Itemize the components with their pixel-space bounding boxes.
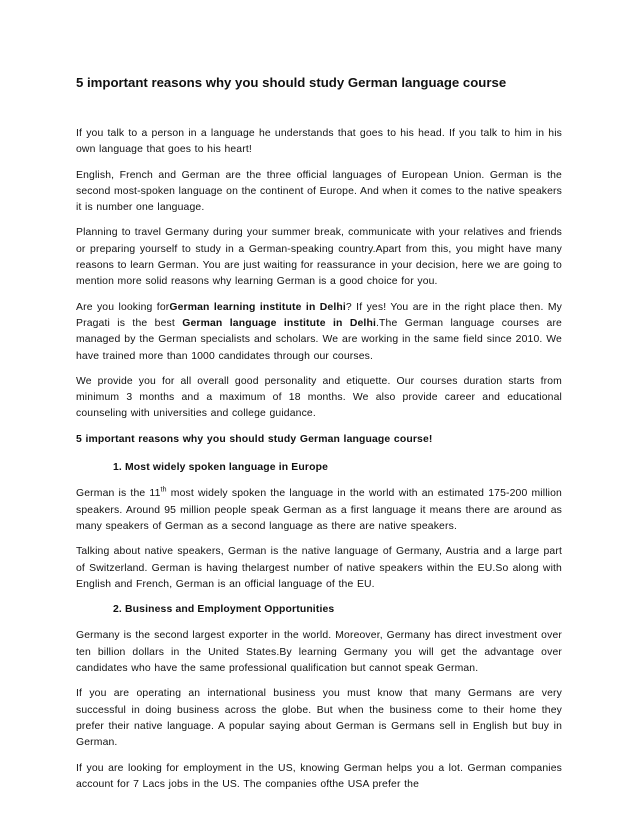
page-title: 5 important reasons why you should study German language course	[76, 75, 507, 90]
section-2-heading: 2. Business and Employment Opportunities	[113, 604, 335, 616]
section-2-paragraph-1: Germany is the second largest exporter in the world. Moreover, Germany has direct investment over ten billion dollars in the United States.By learning Germany you will get the advantage over candidates who have the same professional qualification but cannot speak German.	[76, 630, 562, 675]
section-1-paragraph-1	[76, 486, 562, 535]
ordinal-suffix: th	[160, 486, 167, 494]
courses-paragraph: We provide you for all overall good personality and etiquette. Our courses duration starts from minimum 3 months and a maximum of 18 months. We also provide career and educational counseling with universities and college guidance.	[76, 375, 562, 420]
institute-text-c: ? If yes! You are in the right place then. My Pragati is the best	[76, 301, 562, 329]
institute-keyword-1: German learning institute in Delhi	[169, 301, 346, 313]
intro-paragraph: If you talk to a person in a language he understands that goes to his head. If you talk to him in his own language that goes to his heart!	[76, 128, 562, 156]
institute-text-a: Are you looking for	[76, 301, 170, 313]
planning-paragraph: Planning to travel Germany during your summer break, communicate with your relatives and friends or preparing yourself to study in a German-speaking country.Apart from this, you might have many reasons to learn German. You are just waiting for reassurance in your decision, here we are going to mention more solid reasons why learning German is a good choice for you.	[76, 227, 562, 288]
section-1-text-b: most widely spoken the language in the world with an estimated 175-200 million speakers. Around 95 million people speak German as a first language it means there are around as many speakers of German as a second language as there are native speakers.	[76, 488, 562, 532]
institute-paragraph	[76, 300, 562, 365]
reasons-heading: 5 important reasons why you should study German language course!	[76, 433, 433, 445]
section-2-paragraph-2: If you are operating an international business you must know that many Germans are very successful in doing business across the globe. But when the business come to their home they prefer their native language. A popular saying about German is Germans sell in English but buy in German.	[76, 688, 562, 749]
institute-keyword-2: German language institute in Delhi	[182, 317, 376, 329]
section-1-text-a: German is the 11	[76, 488, 161, 500]
official-languages-paragraph: English, French and German are the three official languages of European Union. German is the second most-spoken language on the continent of Europe. And when it comes to the native speakers it is number one language.	[76, 169, 562, 214]
section-1-paragraph-2: Talking about native speakers, German is the native language of Germany, Austria and a large part of Switzerland. German is having thelargest number of native speakers within the EU.So along with English and French, German is an official language of the EU.	[76, 546, 562, 590]
section-2-paragraph-3: If you are looking for employment in the US, knowing German helps you a lot. German companies account for 7 Lacs jobs in the US. The companies ofthe USA prefer the	[76, 762, 562, 790]
institute-text-d: .The German language courses are managed by the German specialists and scholars. We are working in the same field since 2010. We have trained more than 1000 candidates through our courses.	[76, 317, 562, 362]
section-1-heading: 1. Most widely spoken language in Europe	[113, 462, 329, 474]
